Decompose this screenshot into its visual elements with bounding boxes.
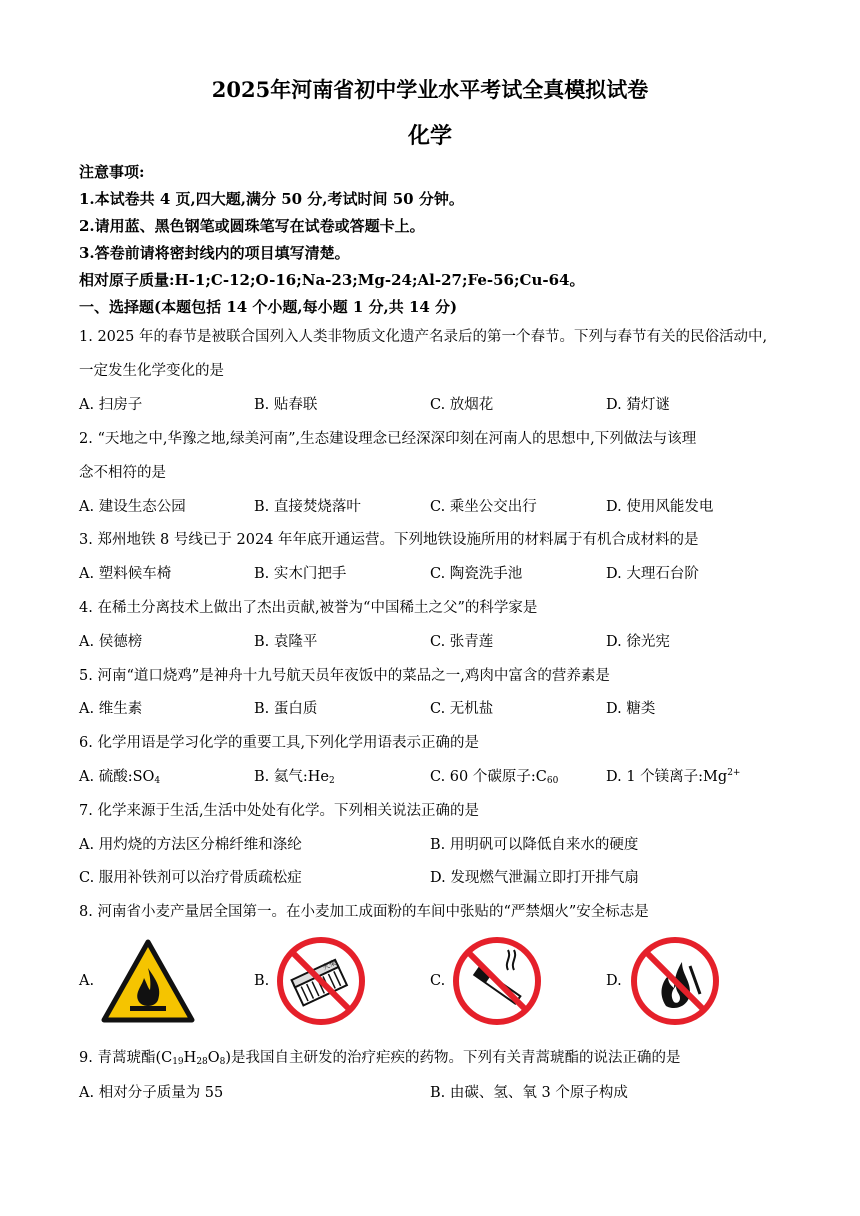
option-c: C. 乘坐公交出行 [430, 499, 537, 515]
question-5-stem: 5. 河南“道口烧鸡”是神舟十九号航天员年夜饭中的菜品之一,鸡肉中富含的营养素是 [79, 668, 610, 684]
subscript: 2 [329, 776, 335, 786]
subscript: 8 [219, 1057, 226, 1067]
subject-title: 化学 [407, 123, 452, 149]
option-a: A. 扫房子 [79, 397, 143, 413]
option-c-label: C. [430, 973, 446, 989]
option-a: A. 建设生态公园 [79, 499, 186, 515]
option-b: B. 由碳、氢、氧 3 个原子构成 [430, 1085, 628, 1101]
option-d-label: D. [606, 973, 622, 989]
question-9-stem [79, 1046, 681, 1067]
flammable-warning-icon [100, 938, 196, 1024]
option-d: D. 发现燃气泄漏立即打开排气扇 [430, 870, 639, 886]
subscript: 60 [546, 776, 559, 786]
question-3-stem: 3. 郑州地铁 8 号线已于 2024 年年底开通运营。下列地铁设施所用的材料属于有机合成材料的是 [79, 532, 699, 548]
option-b: B. 实木门把手 [254, 566, 347, 582]
option-a: A. 塑料候车椅 [79, 566, 172, 582]
question-9-text: 9. 青蒿琥酯(C [79, 1050, 173, 1066]
option-d: D. 使用风能发电 [606, 499, 714, 515]
option-a-label: A. [79, 973, 95, 989]
atomic-mass-line: 相对原子质量:H-1;C-12;O-16;Na-23;Mg-24;Al-27;Fe-56;Cu-64。 [79, 271, 585, 289]
option-b: B. 直接焚烧落叶 [254, 499, 361, 515]
question-7-stem: 7. 化学来源于生活,生活中处处有化学。下列相关说法正确的是 [79, 803, 480, 819]
option-a: A. 侯德榜 [79, 634, 143, 650]
subscript: 4 [154, 776, 161, 786]
question-2-stem-cont: 念不相符的是 [79, 465, 166, 481]
subscript: 28 [196, 1057, 208, 1067]
option-b: B. 蛋白质 [254, 701, 318, 717]
question-2-stem: 2. “天地之中,华豫之地,绿美河南”,生态建设理念已经深深印刻在河南人的思想中,下列做法与该理 [79, 431, 697, 447]
option-b-text: B. 氦气:He [254, 769, 329, 785]
option-c-text: C. 60 个碳原子:C [430, 769, 547, 785]
option-b: B. 用明矾可以降低自来水的硬度 [430, 837, 639, 853]
page-title: 2025年河南省初中学业水平考试全真模拟试卷 [211, 77, 649, 102]
option-d: D. 大理石台阶 [606, 566, 699, 582]
question-9-text: O [207, 1050, 220, 1066]
note-item: 2.请用蓝、黑色钢笔或圆珠笔写在试卷或答题卡上。 [79, 217, 425, 235]
option-d: D. 猜灯谜 [606, 397, 670, 413]
question-6-stem: 6. 化学用语是学习化学的重要工具,下列化学用语表示正确的是 [79, 735, 480, 751]
option-b: B. 袁隆平 [254, 634, 318, 650]
subscript: 19 [172, 1057, 184, 1067]
no-smoking-sign-icon [452, 936, 542, 1026]
option-d-text: D. 1 个镁离子:Mg [606, 769, 728, 785]
option-b-label: B. [254, 973, 270, 989]
question-9-text: H [183, 1050, 197, 1066]
option-a: A. 维生素 [79, 701, 143, 717]
option-c: C. 无机盐 [430, 701, 494, 717]
option-d [606, 765, 740, 786]
notes-heading: 注意事项: [79, 163, 145, 181]
section-heading: 一、选择题(本题包括 14 个小题,每小题 1 分,共 14 分) [79, 298, 458, 316]
question-1-stem: 1. 2025 年的春节是被联合国列入人类非物质文化遗产名录后的第一个春节。下列与春节有关的民俗活动中, [79, 329, 768, 345]
option-c: C. 放烟花 [430, 397, 494, 413]
question-8-stem: 8. 河南省小麦产量居全国第一。在小麦加工成面粉的车间中张贴的“严禁烟火”安全标志是 [79, 904, 649, 920]
note-item: 1.本试卷共 4 页,四大题,满分 50 分,考试时间 50 分钟。 [79, 190, 464, 208]
option-d: D. 徐光宪 [606, 634, 670, 650]
option-a: A. 相对分子质量为 55 [79, 1085, 224, 1101]
question-9-text: )是我国自主研发的治疗疟疾的药物。下列有关青蒿琥酯的说法正确的是 [225, 1050, 681, 1066]
option-c: C. 服用补铁剂可以治疗骨质疏松症 [79, 870, 302, 886]
no-matches-sign-icon [276, 936, 366, 1026]
option-b: B. 贴春联 [254, 397, 318, 413]
option-c [430, 765, 558, 786]
question-1-stem-cont: 一定发生化学变化的是 [79, 363, 224, 379]
option-a-text: A. 硫酸:SO [79, 769, 155, 785]
option-d: D. 糖类 [606, 701, 656, 717]
no-open-flame-sign-icon [630, 936, 720, 1026]
note-item: 3.答卷前请将密封线内的项目填写清楚。 [79, 244, 350, 262]
superscript: 2+ [727, 768, 741, 778]
option-c: C. 张青莲 [430, 634, 494, 650]
matchbox-label: 火柴 [321, 958, 338, 972]
option-b [254, 765, 335, 786]
question-4-stem: 4. 在稀土分离技术上做出了杰出贡献,被誉为“中国稀土之父”的科学家是 [79, 600, 538, 616]
option-a: A. 用灼烧的方法区分棉纤维和涤纶 [79, 837, 302, 853]
option-a [79, 765, 160, 786]
option-c: C. 陶瓷洗手池 [430, 566, 523, 582]
